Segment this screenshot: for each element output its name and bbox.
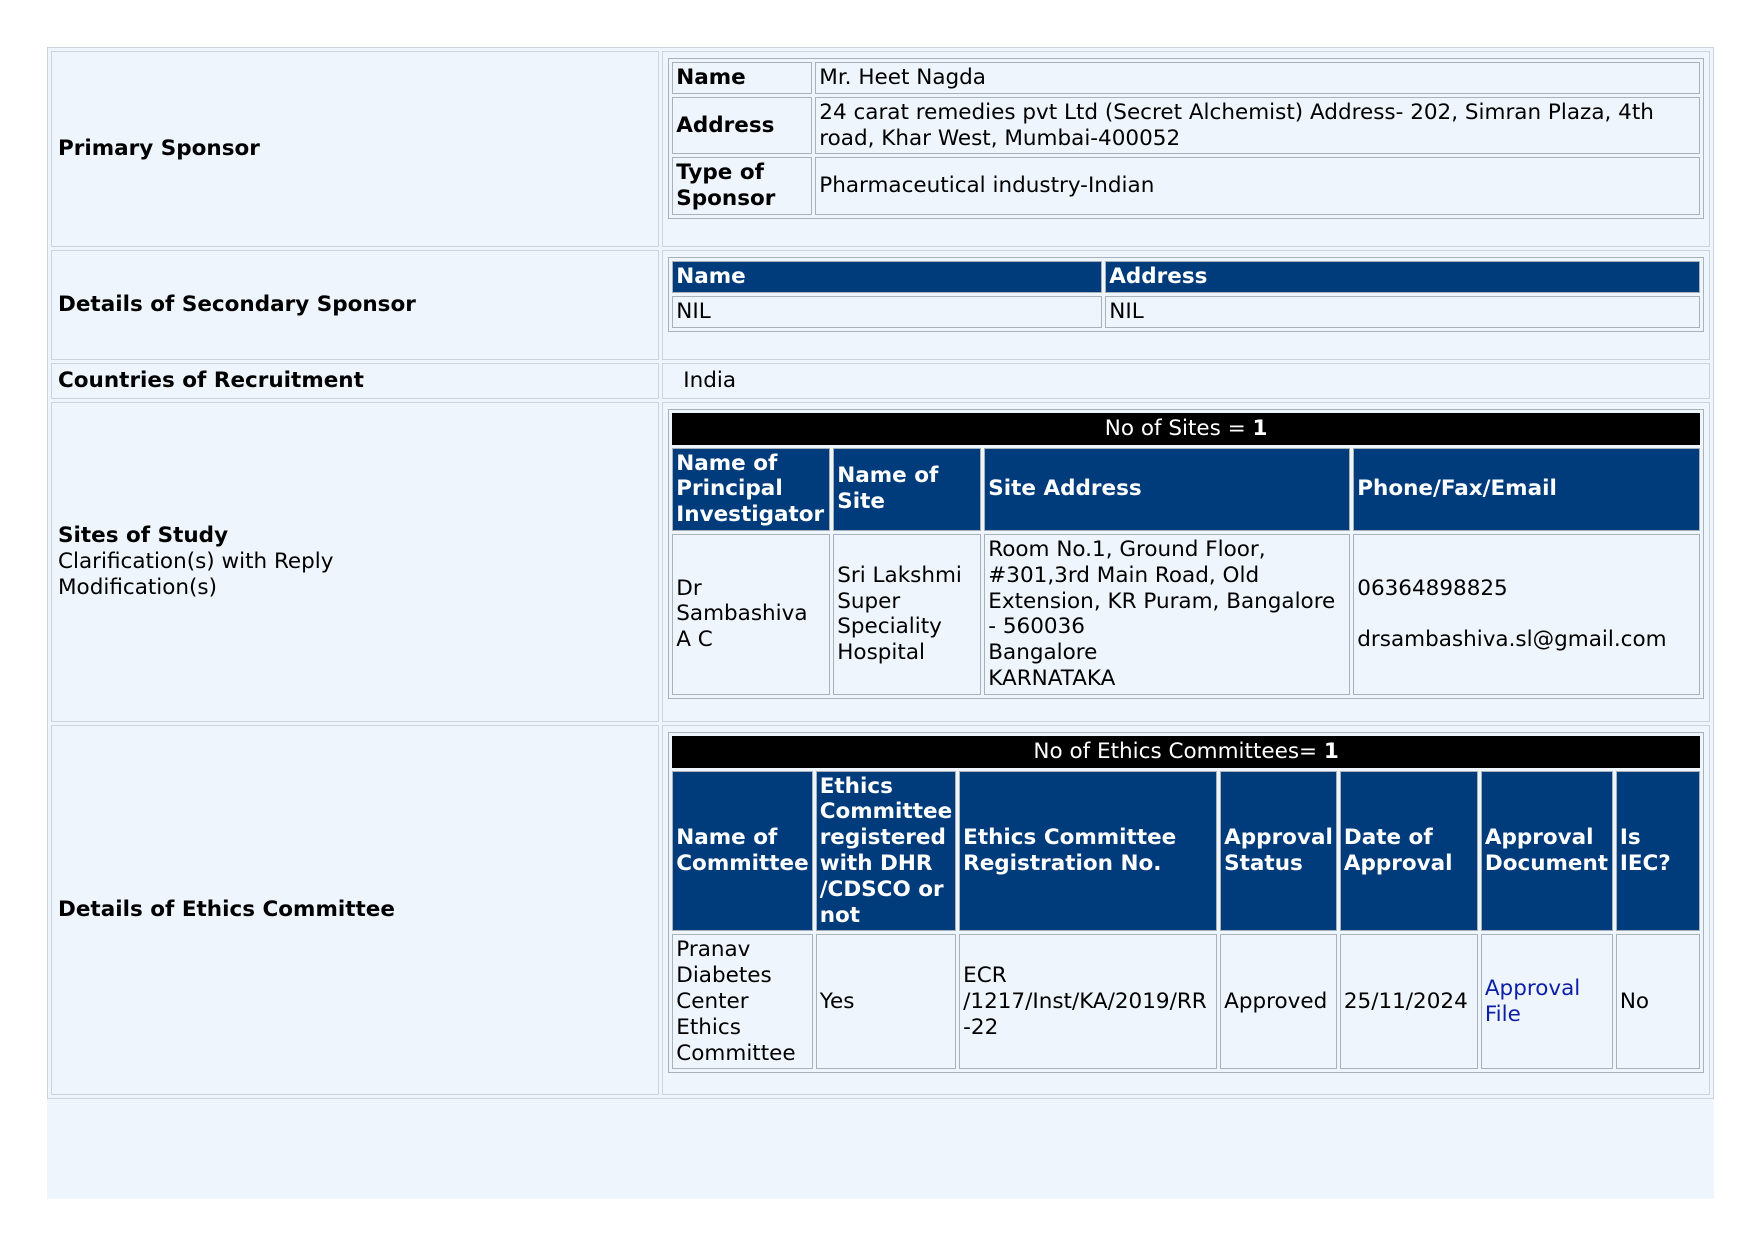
countries-row [51,363,1710,399]
secondary-sponsor-row [51,250,1710,360]
ethics-table [668,732,1704,1074]
sponsor-type-value: Pharmaceutical industry-Indian [815,157,1700,215]
investigator-header: Name of Principal Investigator [672,448,830,531]
contact-value [1353,534,1700,695]
primary-sponsor-row [51,51,1710,247]
sites-header-row [672,448,1700,531]
approval-document-header: Approval Document [1481,771,1613,932]
contact-header: Phone/Fax/Email [1353,448,1700,531]
site-address-value [984,534,1350,695]
secondary-name-value: NIL [672,296,1102,328]
site-phone: 06364898825 [1357,575,1508,601]
ethics-count-row [672,736,1700,768]
secondary-sponsor-header [672,261,1700,293]
ethics-count-value: 1 [1323,738,1339,764]
primary-sponsor-type-row [672,157,1700,215]
secondary-sponsor-table [668,257,1704,332]
ethics-data-row [672,934,1700,1069]
site-address-city: Bangalore [988,640,1098,666]
sponsor-name-value: Mr. Heet Nagda [815,62,1700,94]
secondary-sponsor-data-row [672,296,1700,328]
site-email: drsambashiva.sl@gmail.com [1357,627,1667,653]
clarifications-link[interactable]: Clarification(s) with Reply [58,548,334,574]
sites-count-label: No of Sites = [1104,415,1253,441]
secondary-name-header: Name [672,261,1102,293]
sites-table [668,409,1704,699]
sites-value [662,402,1710,722]
ethics-count-bar [672,736,1700,768]
approval-file-link[interactable]: Approval File [1484,976,1581,1027]
secondary-address-header: Address [1105,261,1700,293]
sponsor-address-value: 24 carat remedies pvt Ltd (Secret Alchemist) Address- 202, Simran Plaza, 4th road, Khar West, Mumbai-400052 [815,97,1700,155]
sites-count-value: 1 [1252,415,1268,441]
registration-no-header: Ethics Committee Registration No. [959,771,1217,932]
sites-label: Sites of Study [58,523,229,549]
registration-no-value: ECR /1217/Inst/KA/2019/RR -22 [959,934,1217,1069]
primary-sponsor-value [662,51,1710,247]
ethics-count-label: No of Ethics Committees= [1033,738,1324,764]
page-frame [47,47,1714,1199]
primary-sponsor-label: Primary Sponsor [51,51,659,247]
ethics-value [662,725,1710,1095]
registered-header: Ethics Committee registered with DHR /CDSCO or not [816,771,956,932]
primary-sponsor-address-row [672,97,1700,155]
ethics-header-row [672,771,1700,932]
ethics-label: Details of Ethics Committee [51,725,659,1095]
approval-document-cell [1481,934,1613,1069]
ethics-row [51,725,1710,1095]
sites-count-bar [672,413,1700,445]
sites-count-row [672,413,1700,445]
secondary-sponsor-label: Details of Secondary Sponsor [51,250,659,360]
is-iec-header: Is IEC? [1616,771,1700,932]
committee-name-value: Pranav Diabetes Center Ethics Committee [672,934,812,1069]
site-address-state: KARNATAKA [988,665,1116,691]
secondary-address-value: NIL [1105,296,1700,328]
site-data-row [672,534,1700,695]
approval-date-value: 25/11/2024 [1340,934,1478,1069]
sponsor-name-key: Name [672,62,812,94]
countries-value: India [662,363,1710,399]
approval-status-header: Approval Status [1220,771,1337,932]
investigator-value: Dr Sambashiva A C [672,534,830,695]
site-address-header: Site Address [984,448,1350,531]
committee-name-header: Name of Committee [672,771,812,932]
sites-row [51,402,1710,722]
sponsor-type-key: Type of Sponsor [672,157,812,215]
registered-value: Yes [816,934,956,1069]
trial-details-table [47,47,1714,1099]
secondary-sponsor-value [662,250,1710,360]
primary-sponsor-table [668,58,1704,219]
approval-date-header: Date of Approval [1340,771,1478,932]
site-name-header: Name of Site [833,448,981,531]
is-iec-value: No [1616,934,1700,1069]
countries-label: Countries of Recruitment [51,363,659,399]
sites-label-cell [51,402,659,722]
primary-sponsor-name-row [672,62,1700,94]
site-address-line: Room No.1, Ground Floor, #301,3rd Main Road, Old Extension, KR Puram, Bangalore - 560036 [988,536,1336,640]
approval-status-value: Approved [1220,934,1337,1069]
site-name-value: Sri Lakshmi Super Speciality Hospital [833,534,981,695]
sponsor-address-key: Address [672,97,812,155]
modifications-link[interactable]: Modification(s) [58,574,218,600]
